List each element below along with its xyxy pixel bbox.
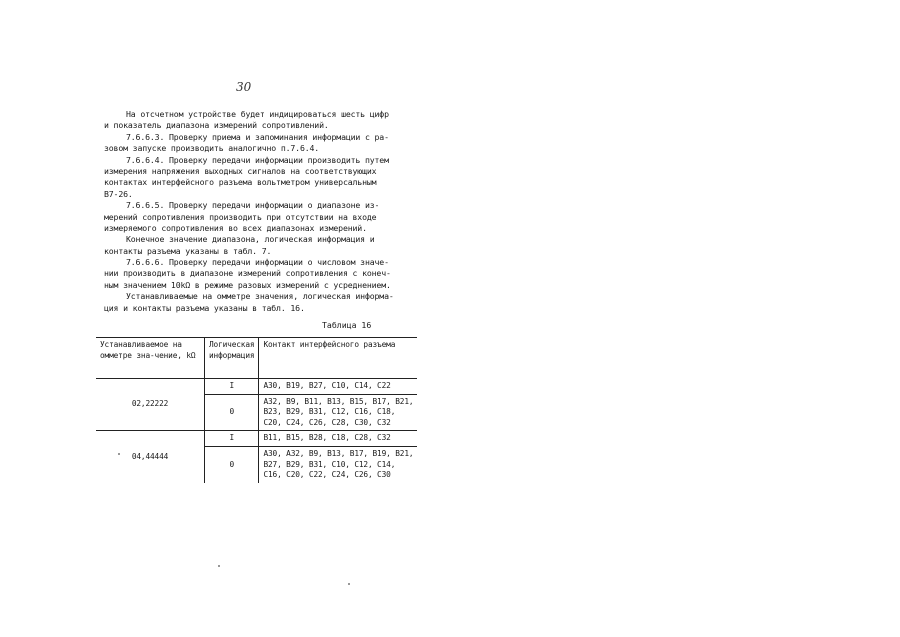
- text-line: ным значением 10kΩ в режиме разовых измерений с усреднением.: [104, 279, 391, 290]
- text-line: Конечное значение диапазона, логическая информация и: [126, 234, 375, 245]
- table-row: [96, 379, 417, 395]
- text-line: и показатель диапазона измерений сопротивлений.: [104, 120, 329, 131]
- header-logic: Логическая информация: [205, 338, 259, 379]
- contacts-cell: В11, В15, В28, С18, С28, С32: [259, 431, 418, 447]
- text-line: 7.6.6.6. Проверку передачи информации о числовом значе-: [126, 257, 389, 268]
- logic-cell: I: [205, 379, 259, 395]
- logic-cell: 0: [205, 394, 259, 431]
- text-line: 7.6.6.5. Проверку передачи информации о диапазоне из-: [126, 200, 380, 211]
- scan-speck: [118, 453, 120, 455]
- text-line: контакты разъема указаны в табл. 7.: [104, 245, 272, 256]
- text-line: измерения напряжения выходных сигналов на соответствующих: [104, 165, 377, 176]
- text-line: В7-26.: [104, 188, 133, 199]
- text-line: мерений сопротивления производить при отсутствии на входе: [104, 211, 377, 222]
- table-row: [96, 431, 417, 447]
- contacts-cell: А30, А32, В9, В13, В17, В19, В21, В27, В29, В31, С10, С12, С14, С16, С20, С22, С24, С26, С30: [259, 446, 418, 482]
- value-cell: 04,44444: [96, 431, 205, 483]
- header-value: Устанавливаемое на омметре зна-чение, kΩ: [96, 338, 205, 379]
- table-header-row: [96, 338, 417, 379]
- text-line: На отсчетном устройстве будет индицироваться шесть цифр: [126, 109, 389, 119]
- header-contacts: Контакт интерфейсного разъема: [259, 338, 418, 379]
- scan-speck: [348, 583, 350, 585]
- text-line: Устанавливаемые на омметре значения, логическая информа-: [126, 291, 394, 302]
- contacts-cell: А30, В19, В27, С10, С14, С22: [259, 379, 418, 395]
- text-line: ция и контакты разъема указаны в табл. 16.: [104, 302, 305, 313]
- contacts-table: [96, 337, 417, 483]
- table-caption: Таблица 16: [322, 320, 372, 330]
- value-cell: 02,22222: [131, 399, 169, 409]
- logic-cell: 0: [205, 446, 259, 482]
- text-line: 7.6.6.3. Проверку приема и запоминания информации с ра-: [126, 131, 389, 142]
- body-text: [104, 109, 404, 314]
- text-line: контактах интерфейсного разъема вольтметром универсальным: [104, 177, 377, 188]
- text-line: нии производить в диапазоне измерений сопротивления с конеч-: [104, 268, 391, 279]
- text-line: измеряемого сопротивления во всех диапазонах измерений.: [104, 222, 367, 233]
- contacts-cell: А32, В9, В11, В13, В15, В17, В21, В23, В29, В31, С12, С16, С18, С20, С24, С26, С28, С30, С32: [259, 394, 418, 431]
- text-line: 7.6.6.4. Проверку передачи информации производить путем: [126, 154, 389, 165]
- logic-cell: I: [205, 431, 259, 447]
- scan-speck: [218, 565, 220, 567]
- page-number: 30: [236, 80, 252, 94]
- text-line: зовом запуске производить аналогично п.7.6.4.: [104, 143, 320, 154]
